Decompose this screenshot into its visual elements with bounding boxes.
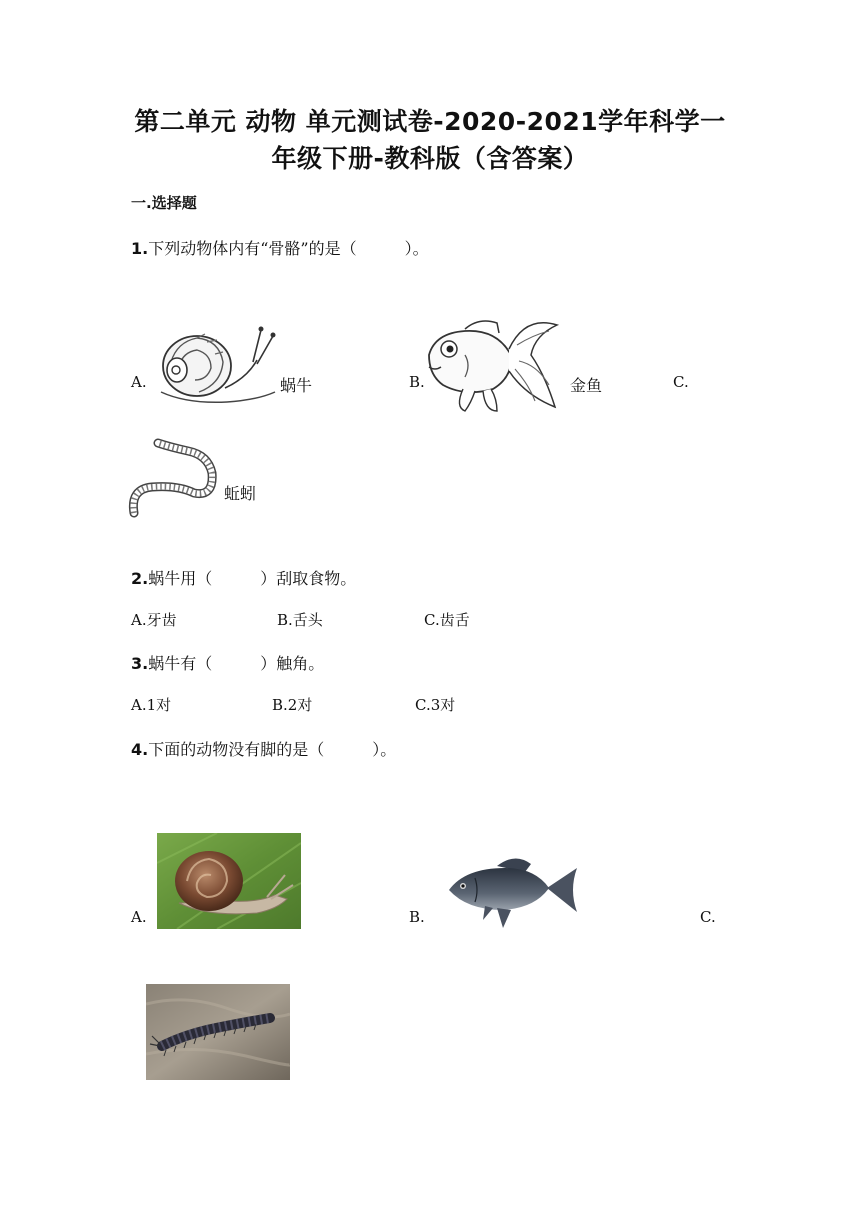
q1-option-b-label: 金鱼 <box>570 376 603 395</box>
option-label: 舌头 <box>292 611 323 629</box>
q2-option-c <box>424 609 470 630</box>
q1-option-a-letter: A. <box>131 373 147 391</box>
option-letter: C. <box>415 696 431 714</box>
option-label: 3对 <box>430 696 456 714</box>
millipede-photo-icon <box>146 984 290 1080</box>
option-label: 2对 <box>287 696 313 714</box>
option-letter: B. <box>277 611 293 629</box>
q1-option-b-letter: B. <box>409 373 425 391</box>
question-text: 下列动物体内有“骨骼”的是（ ）。 <box>148 239 429 258</box>
title-line-2: 年级下册-教科版（含答案） <box>271 144 589 173</box>
q3-option-b <box>272 694 312 715</box>
goldfish-drawing-icon <box>425 315 560 415</box>
option-label: 牙齿 <box>146 611 177 629</box>
question-3 <box>131 651 324 674</box>
snail-drawing-icon <box>157 322 279 410</box>
question-number: 4. <box>131 740 149 759</box>
earthworm-drawing-icon <box>128 437 224 519</box>
q4-option-b-letter: B. <box>409 908 425 926</box>
q1-option-c-letter: C. <box>673 373 689 391</box>
q3-option-c <box>415 694 455 715</box>
option-label: 1对 <box>146 696 172 714</box>
option-letter: C. <box>424 611 440 629</box>
question-text: 下面的动物没有脚的是（ ）。 <box>148 740 397 759</box>
q1-option-a-label: 蜗牛 <box>280 376 313 395</box>
option-letter: A. <box>131 696 147 714</box>
question-4 <box>131 737 396 760</box>
question-number: 2. <box>131 569 149 588</box>
title-line-1: 第二单元 动物 单元测试卷-2020-2021学年科学一 <box>134 107 726 136</box>
page-title <box>100 103 760 177</box>
question-text: 蜗牛有（ ）触角。 <box>148 654 325 673</box>
q1-option-c-label: 蚯蚓 <box>224 484 257 503</box>
question-1 <box>131 236 429 259</box>
section-heading: 一.选择题 <box>131 194 197 212</box>
question-number: 3. <box>131 654 149 673</box>
option-label: 齿舌 <box>439 611 470 629</box>
q4-option-c-letter: C. <box>700 908 716 926</box>
option-letter: B. <box>272 696 288 714</box>
option-letter: A. <box>131 611 147 629</box>
question-number: 1. <box>131 239 149 258</box>
snail-photo-icon <box>157 833 301 929</box>
question-2 <box>131 566 356 589</box>
q3-option-a <box>131 694 171 715</box>
q2-option-b <box>277 609 323 630</box>
question-text: 蜗牛用（ ）刮取食物。 <box>148 569 357 588</box>
fish-photo-icon <box>445 850 580 932</box>
q4-option-a-letter: A. <box>131 908 147 926</box>
q2-option-a <box>131 609 177 630</box>
